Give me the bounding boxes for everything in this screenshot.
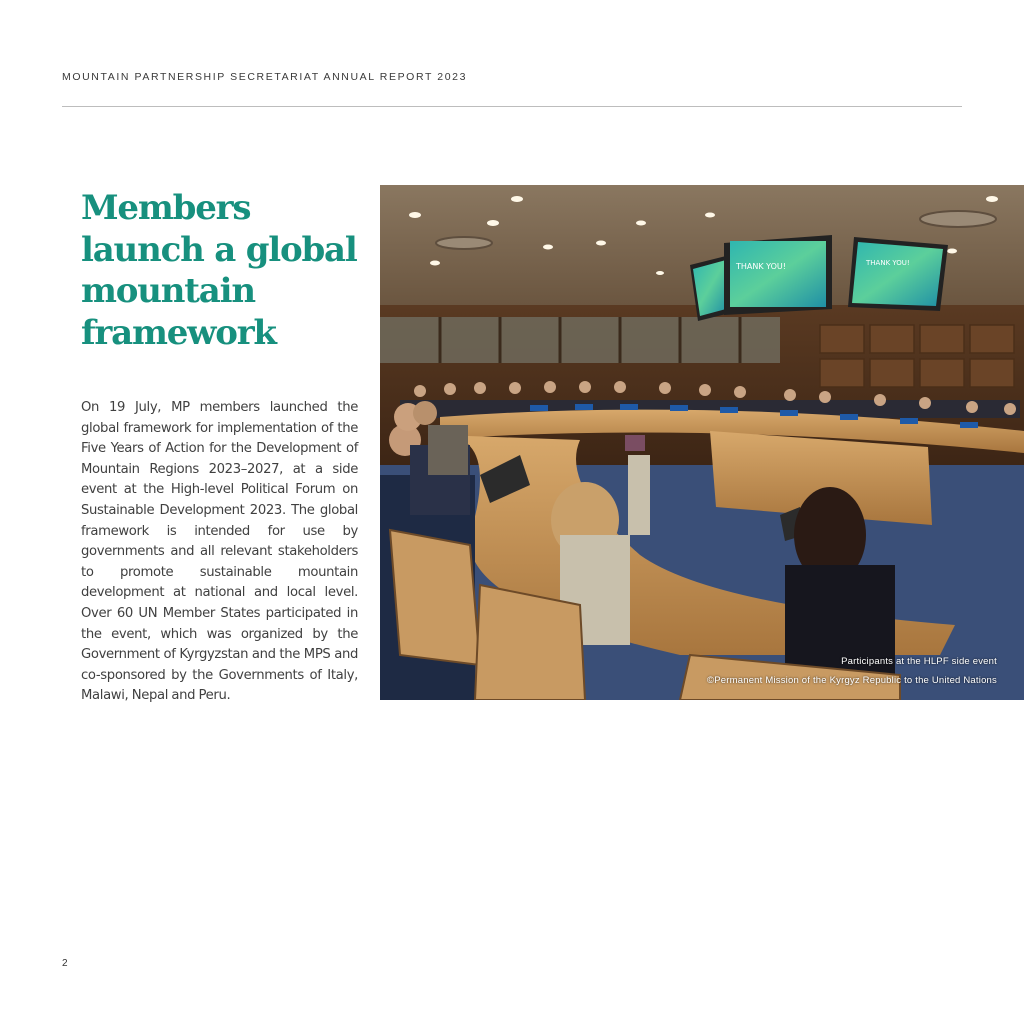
display-screens [690, 235, 948, 321]
section-title: Members launch a global mountain framework [81, 188, 357, 353]
photo-caption: Participants at the HLPF side event [841, 656, 997, 667]
header-divider [62, 106, 962, 107]
screen-text: THANK YOU! [736, 262, 786, 271]
screen-text: THANK YOU! [866, 259, 910, 267]
event-photo [380, 185, 1024, 700]
running-header: MOUNTAIN PARTNERSHIP SECRETARIAT ANNUAL REPORT 2023 [62, 71, 468, 83]
ceiling-vent [920, 211, 996, 227]
page-number: 2 [62, 958, 68, 969]
ceiling-vent [436, 237, 492, 249]
body-paragraph: On 19 July, MP members launched the global framework for implementation of the Five Years of Action for the Development of Mountain Regions 2023–2027, at a side event at the High-level Political Forum on Sustainable Development 2023. The global framework is intended for use by governments and all relevant stakeholders to promote sustainable mountain development at national and local level. Over 60 UN Member States participated in the event, which was organized by the Government of Kyrgyzstan and the MPS and co-sponsored by the Governments of Italy, Malawi, Nepal and Peru. [81, 400, 358, 704]
photo-credit: ©Permanent Mission of the Kyrgyz Republic to the United Nations [707, 675, 997, 686]
